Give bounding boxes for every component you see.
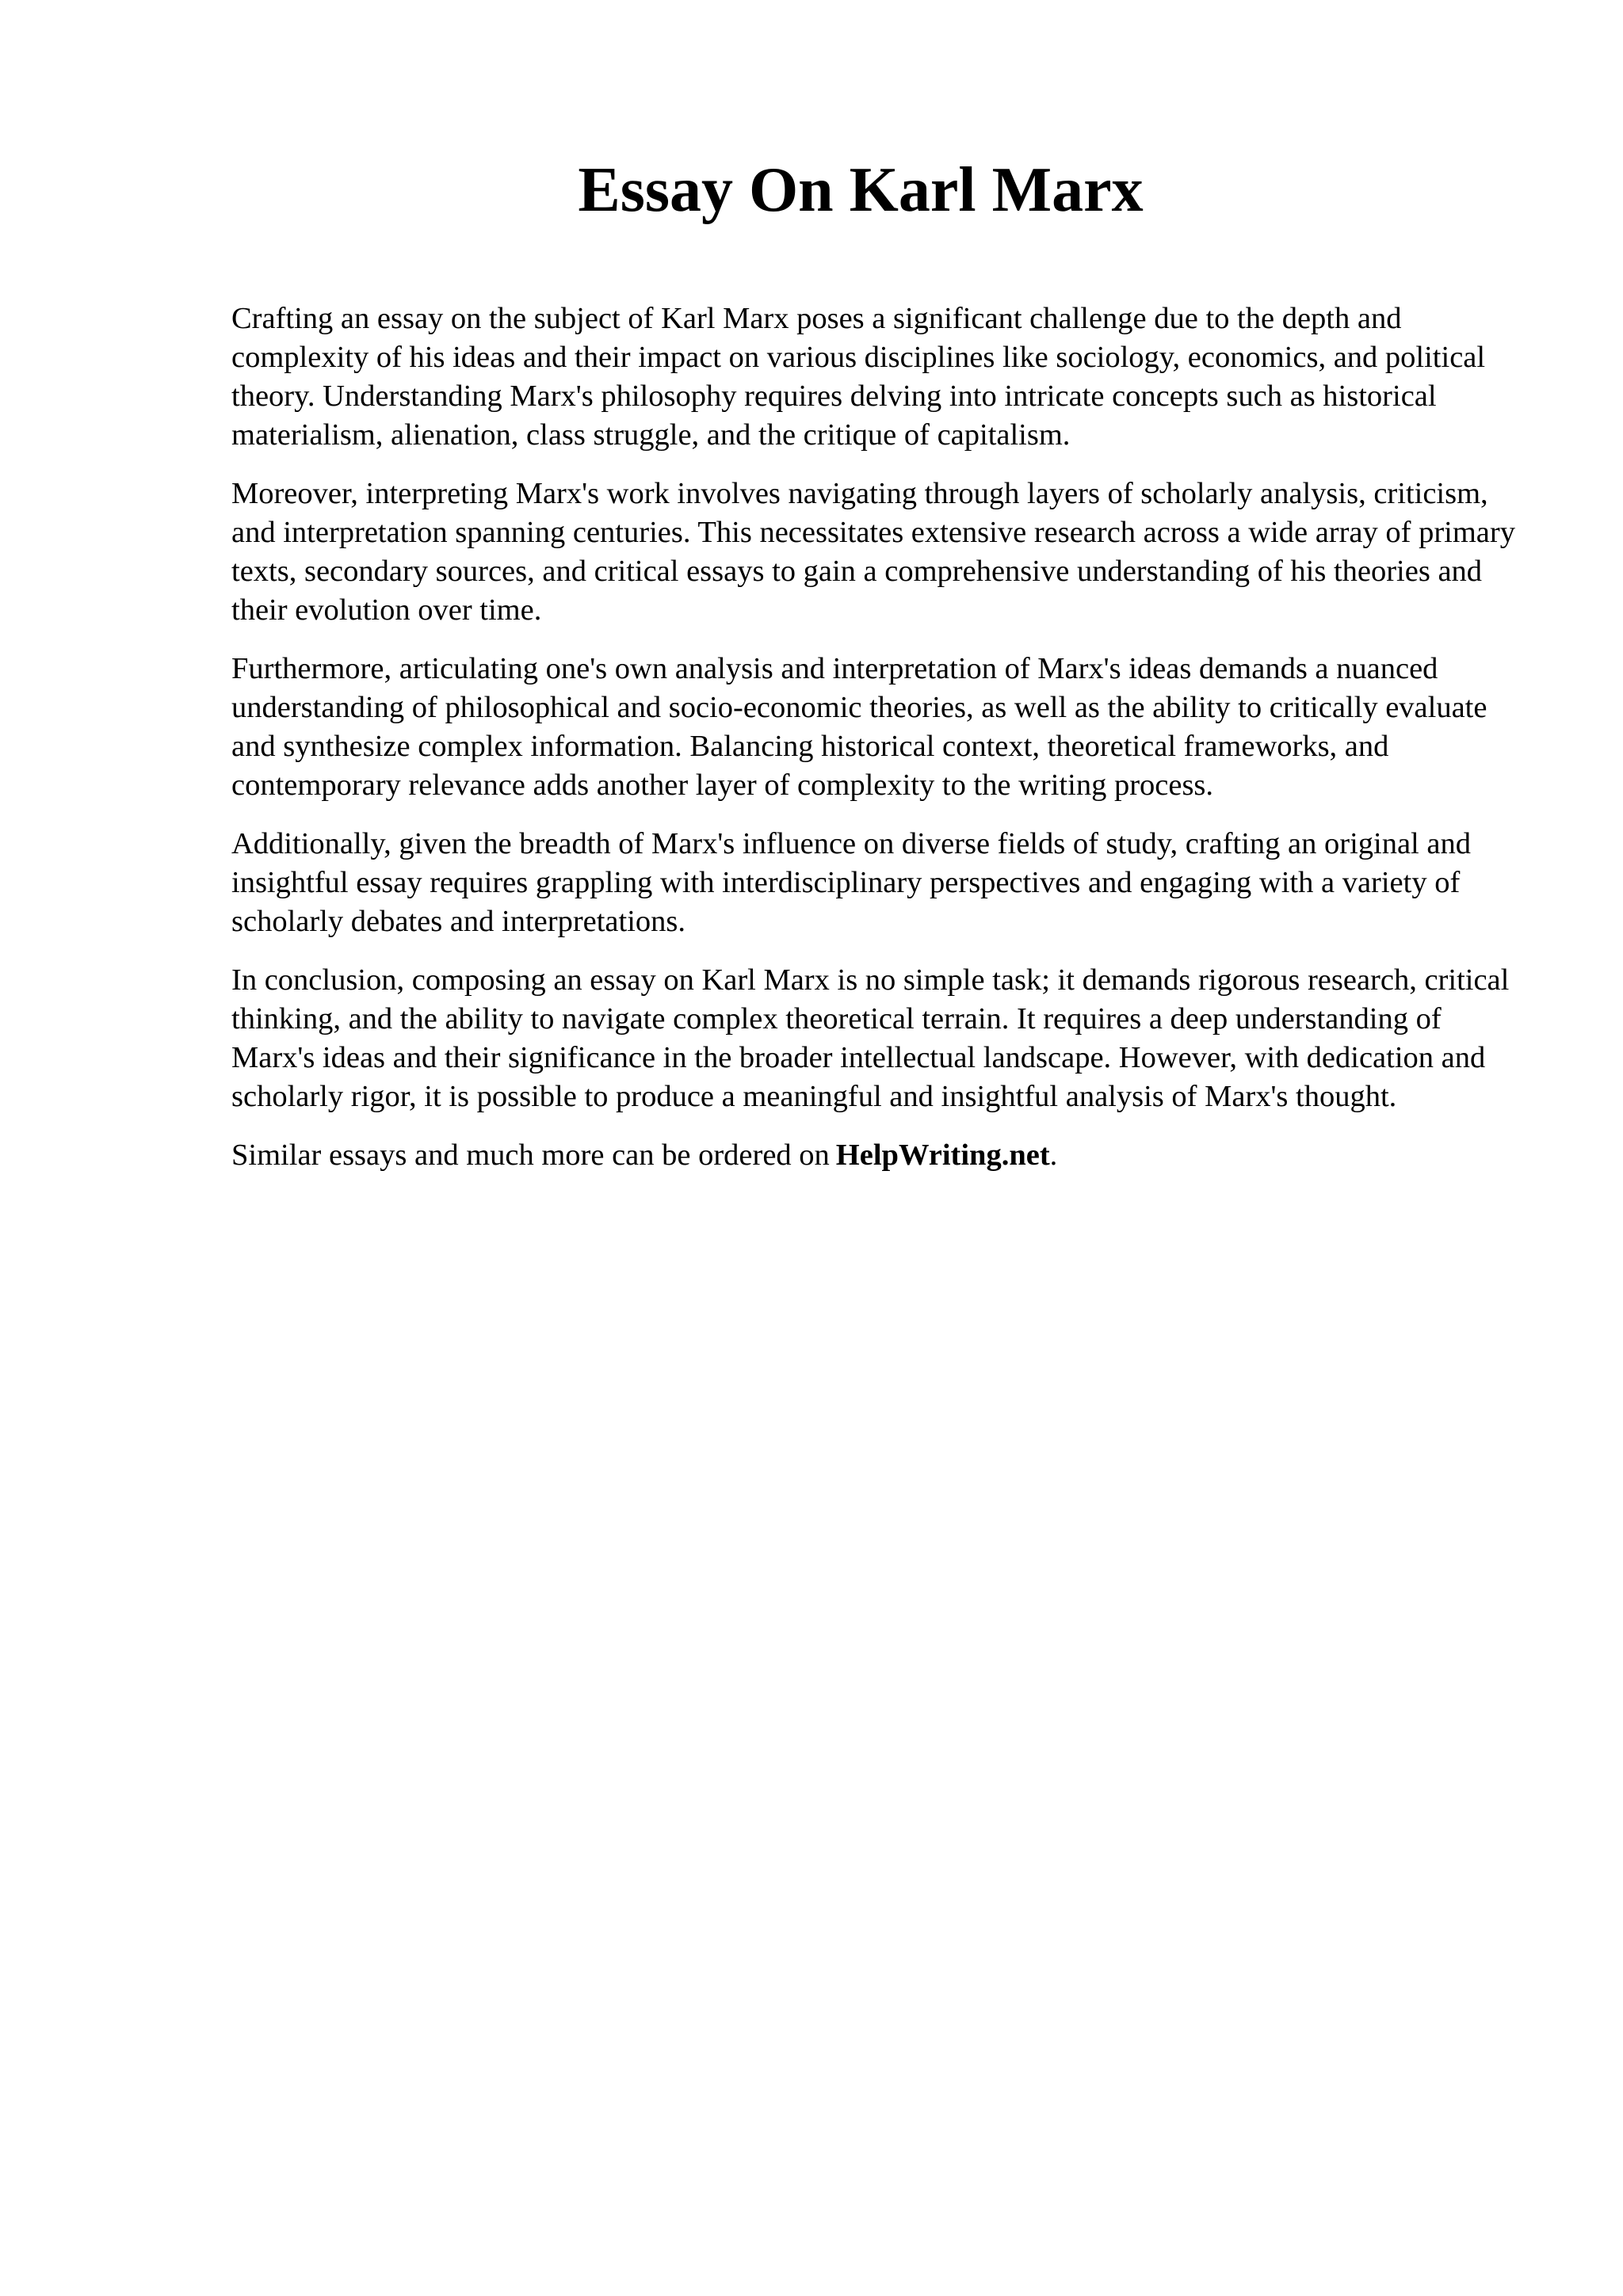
closing-suffix: .: [1049, 1138, 1058, 1172]
closing-line: [231, 1136, 1531, 1175]
paragraph-4: Additionally, given the breadth of Marx's influence on diverse fields of study, crafting an original and insightful essay requires grappling with interdisciplinary perspectives and engaging with a variety of scholarly debates and interpretations.: [231, 827, 1471, 938]
paragraph-3: Furthermore, articulating one's own analysis and interpretation of Marx's ideas demands a nuanced understanding of philosophical and socio-economic theories, as well as the ability to critically evaluate and synthesize complex information. Balancing historical context, theoretical frameworks, and contemporary relevance adds another layer of complexity to the writing process.: [231, 652, 1487, 802]
document-body: [231, 299, 1531, 1195]
paragraph-5: In conclusion, composing an essay on Karl Marx is no simple task; it demands rigorous research, critical thinking, and the ability to navigate complex theoretical terrain. It requires a deep understanding of Marx's ideas and their significance in the broader intellectual landscape. However, with dedication and scholarly rigor, it is possible to produce a meaningful and insightful analysis of Marx's thought.: [231, 963, 1510, 1113]
paragraph-1: Crafting an essay on the subject of Karl Marx poses a significant challenge due to the depth and complexity of his ideas and their impact on various disciplines like sociology, economics, and political theory. Understanding Marx's philosophy requires delving into intricate concepts such as historical materialism, alienation, class struggle, and the critique of capitalism.: [231, 302, 1486, 452]
document-title: Essay On Karl Marx: [578, 155, 1144, 225]
site-link[interactable]: HelpWriting.net: [835, 1138, 1050, 1172]
closing-prefix: Similar essays and much more can be ordered on: [231, 1138, 830, 1172]
paragraph-2: Moreover, interpreting Marx's work involves navigating through layers of scholarly analysis, criticism, and interpretation spanning centuries. This necessitates extensive research across a wide array of primary texts, secondary sources, and critical essays to gain a comprehensive understanding of his theories and their evolution over time.: [231, 477, 1515, 627]
